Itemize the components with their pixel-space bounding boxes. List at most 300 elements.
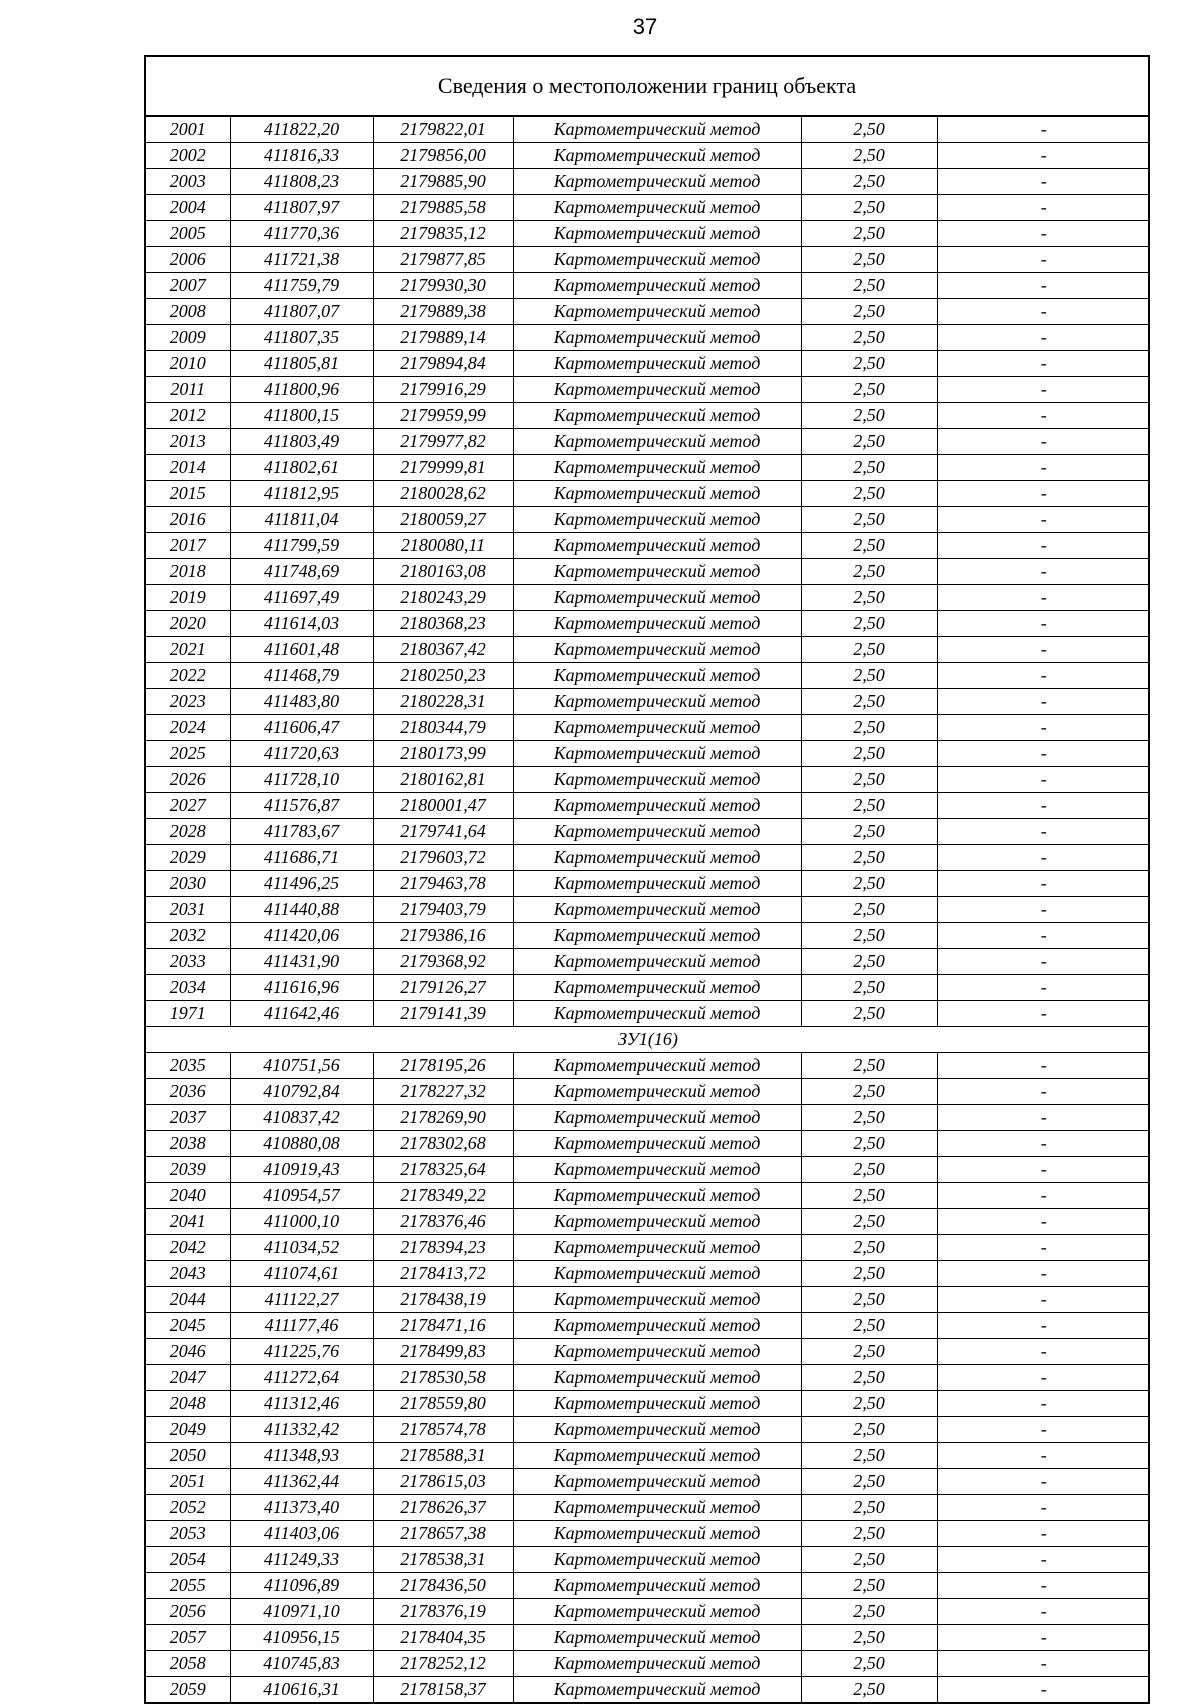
note-cell: - [937, 1521, 1150, 1547]
method-cell: Картометрический метод [513, 325, 801, 351]
point-number-cell: 2033 [146, 949, 230, 975]
accuracy-cell: 2,50 [801, 1365, 937, 1391]
y-coordinate-cell: 2179916,29 [373, 377, 513, 403]
accuracy-cell: 2,50 [801, 793, 937, 819]
point-number-cell: 2015 [146, 481, 230, 507]
table-row [146, 1495, 1150, 1521]
method-cell: Картометрический метод [513, 429, 801, 455]
y-coordinate-cell: 2180173,99 [373, 741, 513, 767]
note-cell: - [937, 767, 1150, 793]
y-coordinate-cell: 2178615,03 [373, 1469, 513, 1495]
y-coordinate-cell: 2178499,83 [373, 1339, 513, 1365]
y-coordinate-cell: 2179889,38 [373, 299, 513, 325]
x-coordinate-cell: 411000,10 [230, 1209, 373, 1235]
x-coordinate-cell: 411616,96 [230, 975, 373, 1001]
method-cell: Картометрический метод [513, 845, 801, 871]
y-coordinate-cell: 2180080,11 [373, 533, 513, 559]
note-cell: - [937, 663, 1150, 689]
accuracy-cell: 2,50 [801, 1417, 937, 1443]
note-cell: - [937, 1261, 1150, 1287]
note-cell: - [937, 143, 1150, 169]
note-cell: - [937, 169, 1150, 195]
note-cell: - [937, 1209, 1150, 1235]
point-number-cell: 2039 [146, 1157, 230, 1183]
point-number-cell: 2052 [146, 1495, 230, 1521]
y-coordinate-cell: 2179889,14 [373, 325, 513, 351]
section-label: ЗУ1(16) [146, 1027, 1150, 1053]
note-cell: - [937, 1079, 1150, 1105]
table-row [146, 1443, 1150, 1469]
y-coordinate-cell: 2178195,26 [373, 1053, 513, 1079]
table-row [146, 507, 1150, 533]
table-row [146, 1547, 1150, 1573]
point-number-cell: 2038 [146, 1131, 230, 1157]
method-cell: Картометрический метод [513, 533, 801, 559]
note-cell: - [937, 299, 1150, 325]
accuracy-cell: 2,50 [801, 117, 937, 143]
note-cell: - [937, 793, 1150, 819]
y-coordinate-cell: 2179741,64 [373, 819, 513, 845]
note-cell: - [937, 819, 1150, 845]
method-cell: Картометрический метод [513, 1183, 801, 1209]
point-number-cell: 2051 [146, 1469, 230, 1495]
point-number-cell: 2019 [146, 585, 230, 611]
y-coordinate-cell: 2179126,27 [373, 975, 513, 1001]
method-cell: Картометрический метод [513, 1261, 801, 1287]
table-row [146, 273, 1150, 299]
y-coordinate-cell: 2180028,62 [373, 481, 513, 507]
accuracy-cell: 2,50 [801, 845, 937, 871]
method-cell: Картометрический метод [513, 1469, 801, 1495]
x-coordinate-cell: 411807,35 [230, 325, 373, 351]
accuracy-cell: 2,50 [801, 1391, 937, 1417]
page-number: 37 [632, 14, 658, 39]
accuracy-cell: 2,50 [801, 1053, 937, 1079]
method-cell: Картометрический метод [513, 1313, 801, 1339]
point-number-cell: 2006 [146, 247, 230, 273]
note-cell: - [937, 1651, 1150, 1677]
table-row [146, 1287, 1150, 1313]
table-row [146, 1157, 1150, 1183]
accuracy-cell: 2,50 [801, 1573, 937, 1599]
x-coordinate-cell: 411348,93 [230, 1443, 373, 1469]
table-row [146, 1261, 1150, 1287]
note-cell: - [937, 1131, 1150, 1157]
note-cell: - [937, 1105, 1150, 1131]
x-coordinate-cell: 411177,46 [230, 1313, 373, 1339]
accuracy-cell: 2,50 [801, 1443, 937, 1469]
y-coordinate-cell: 2179822,01 [373, 117, 513, 143]
method-cell: Картометрический метод [513, 351, 801, 377]
point-number-cell: 2025 [146, 741, 230, 767]
boundary-coordinates-table [146, 117, 1150, 1702]
table-row [146, 1313, 1150, 1339]
point-number-cell: 2026 [146, 767, 230, 793]
accuracy-cell: 2,50 [801, 1313, 937, 1339]
note-cell: - [937, 403, 1150, 429]
method-cell: Картометрический метод [513, 481, 801, 507]
note-cell: - [937, 273, 1150, 299]
table-row [146, 143, 1150, 169]
x-coordinate-cell: 411808,23 [230, 169, 373, 195]
accuracy-cell: 2,50 [801, 1209, 937, 1235]
x-coordinate-cell: 411800,15 [230, 403, 373, 429]
method-cell: Картометрический метод [513, 1521, 801, 1547]
table-row [146, 689, 1150, 715]
note-cell: - [937, 1183, 1150, 1209]
point-number-cell: 2040 [146, 1183, 230, 1209]
y-coordinate-cell: 2178436,50 [373, 1573, 513, 1599]
point-number-cell: 2057 [146, 1625, 230, 1651]
accuracy-cell: 2,50 [801, 611, 937, 637]
x-coordinate-cell: 411096,89 [230, 1573, 373, 1599]
table-row [146, 611, 1150, 637]
x-coordinate-cell: 410880,08 [230, 1131, 373, 1157]
table-row [146, 767, 1150, 793]
method-cell: Картометрический метод [513, 169, 801, 195]
note-cell: - [937, 507, 1150, 533]
y-coordinate-cell: 2178252,12 [373, 1651, 513, 1677]
y-coordinate-cell: 2180243,29 [373, 585, 513, 611]
table-row [146, 1209, 1150, 1235]
y-coordinate-cell: 2178438,19 [373, 1287, 513, 1313]
note-cell: - [937, 1365, 1150, 1391]
note-cell: - [937, 611, 1150, 637]
x-coordinate-cell: 411822,20 [230, 117, 373, 143]
x-coordinate-cell: 411614,03 [230, 611, 373, 637]
x-coordinate-cell: 411272,64 [230, 1365, 373, 1391]
accuracy-cell: 2,50 [801, 897, 937, 923]
table-row [146, 117, 1150, 143]
note-cell: - [937, 117, 1150, 143]
method-cell: Картометрический метод [513, 741, 801, 767]
x-coordinate-cell: 411332,42 [230, 1417, 373, 1443]
point-number-cell: 2036 [146, 1079, 230, 1105]
point-number-cell: 2023 [146, 689, 230, 715]
table-row [146, 949, 1150, 975]
point-number-cell: 2014 [146, 455, 230, 481]
method-cell: Картометрический метод [513, 1547, 801, 1573]
accuracy-cell: 2,50 [801, 1079, 937, 1105]
x-coordinate-cell: 411496,25 [230, 871, 373, 897]
table-row [146, 1339, 1150, 1365]
y-coordinate-cell: 2180228,31 [373, 689, 513, 715]
note-cell: - [937, 481, 1150, 507]
accuracy-cell: 2,50 [801, 689, 937, 715]
y-coordinate-cell: 2180368,23 [373, 611, 513, 637]
y-coordinate-cell: 2179856,00 [373, 143, 513, 169]
x-coordinate-cell: 411759,79 [230, 273, 373, 299]
method-cell: Картометрический метод [513, 195, 801, 221]
y-coordinate-cell: 2178559,80 [373, 1391, 513, 1417]
accuracy-cell: 2,50 [801, 1521, 937, 1547]
y-coordinate-cell: 2179603,72 [373, 845, 513, 871]
y-coordinate-cell: 2179386,16 [373, 923, 513, 949]
note-cell: - [937, 1495, 1150, 1521]
accuracy-cell: 2,50 [801, 481, 937, 507]
point-number-cell: 2032 [146, 923, 230, 949]
accuracy-cell: 2,50 [801, 1105, 937, 1131]
table-row [146, 1001, 1150, 1027]
table-row [146, 1417, 1150, 1443]
method-cell: Картометрический метод [513, 1339, 801, 1365]
method-cell: Картометрический метод [513, 299, 801, 325]
x-coordinate-cell: 411431,90 [230, 949, 373, 975]
x-coordinate-cell: 411420,06 [230, 923, 373, 949]
accuracy-cell: 2,50 [801, 429, 937, 455]
method-cell: Картометрический метод [513, 221, 801, 247]
method-cell: Картометрический метод [513, 1365, 801, 1391]
table-row [146, 559, 1150, 585]
method-cell: Картометрический метод [513, 455, 801, 481]
table-row [146, 247, 1150, 273]
table-row [146, 481, 1150, 507]
point-number-cell: 2041 [146, 1209, 230, 1235]
table-row [146, 1391, 1150, 1417]
x-coordinate-cell: 411805,81 [230, 351, 373, 377]
accuracy-cell: 2,50 [801, 1495, 937, 1521]
y-coordinate-cell: 2180162,81 [373, 767, 513, 793]
method-cell: Картометрический метод [513, 923, 801, 949]
table-row [146, 1469, 1150, 1495]
accuracy-cell: 2,50 [801, 1625, 937, 1651]
table-row [146, 819, 1150, 845]
method-cell: Картометрический метод [513, 377, 801, 403]
method-cell: Картометрический метод [513, 1209, 801, 1235]
point-number-cell: 2031 [146, 897, 230, 923]
point-number-cell: 2059 [146, 1677, 230, 1703]
note-cell: - [937, 1001, 1150, 1027]
point-number-cell: 2008 [146, 299, 230, 325]
x-coordinate-cell: 411440,88 [230, 897, 373, 923]
x-coordinate-cell: 411642,46 [230, 1001, 373, 1027]
y-coordinate-cell: 2178404,35 [373, 1625, 513, 1651]
y-coordinate-cell: 2179368,92 [373, 949, 513, 975]
accuracy-cell: 2,50 [801, 247, 937, 273]
accuracy-cell: 2,50 [801, 273, 937, 299]
table-row [146, 403, 1150, 429]
accuracy-cell: 2,50 [801, 585, 937, 611]
x-coordinate-cell: 411807,97 [230, 195, 373, 221]
accuracy-cell: 2,50 [801, 377, 937, 403]
point-number-cell: 2002 [146, 143, 230, 169]
note-cell: - [937, 1443, 1150, 1469]
accuracy-cell: 2,50 [801, 871, 937, 897]
table-row [146, 793, 1150, 819]
y-coordinate-cell: 2178158,37 [373, 1677, 513, 1703]
x-coordinate-cell: 411122,27 [230, 1287, 373, 1313]
accuracy-cell: 2,50 [801, 1183, 937, 1209]
method-cell: Картометрический метод [513, 403, 801, 429]
point-number-cell: 2017 [146, 533, 230, 559]
method-cell: Картометрический метод [513, 897, 801, 923]
table-row [146, 1651, 1150, 1677]
method-cell: Картометрический метод [513, 1625, 801, 1651]
table-row [146, 1599, 1150, 1625]
note-cell: - [937, 429, 1150, 455]
accuracy-cell: 2,50 [801, 351, 937, 377]
table-row [146, 1053, 1150, 1079]
method-cell: Картометрический метод [513, 1677, 801, 1703]
note-cell: - [937, 923, 1150, 949]
note-cell: - [937, 949, 1150, 975]
x-coordinate-cell: 411728,10 [230, 767, 373, 793]
table-row [146, 1521, 1150, 1547]
method-cell: Картометрический метод [513, 1391, 801, 1417]
note-cell: - [937, 871, 1150, 897]
note-cell: - [937, 585, 1150, 611]
accuracy-cell: 2,50 [801, 507, 937, 533]
y-coordinate-cell: 2179894,84 [373, 351, 513, 377]
accuracy-cell: 2,50 [801, 195, 937, 221]
point-number-cell: 2018 [146, 559, 230, 585]
note-cell: - [937, 195, 1150, 221]
y-coordinate-cell: 2178269,90 [373, 1105, 513, 1131]
method-cell: Картометрический метод [513, 871, 801, 897]
x-coordinate-cell: 411799,59 [230, 533, 373, 559]
point-number-cell: 2013 [146, 429, 230, 455]
x-coordinate-cell: 411807,07 [230, 299, 373, 325]
x-coordinate-cell: 411373,40 [230, 1495, 373, 1521]
method-cell: Картометрический метод [513, 819, 801, 845]
point-number-cell: 2012 [146, 403, 230, 429]
accuracy-cell: 2,50 [801, 559, 937, 585]
method-cell: Картометрический метод [513, 117, 801, 143]
y-coordinate-cell: 2180367,42 [373, 637, 513, 663]
x-coordinate-cell: 410956,15 [230, 1625, 373, 1651]
method-cell: Картометрический метод [513, 1079, 801, 1105]
point-number-cell: 2024 [146, 715, 230, 741]
y-coordinate-cell: 2178588,31 [373, 1443, 513, 1469]
x-coordinate-cell: 411483,80 [230, 689, 373, 715]
x-coordinate-cell: 411721,38 [230, 247, 373, 273]
y-coordinate-cell: 2179959,99 [373, 403, 513, 429]
x-coordinate-cell: 411697,49 [230, 585, 373, 611]
method-cell: Картометрический метод [513, 1235, 801, 1261]
accuracy-cell: 2,50 [801, 1157, 937, 1183]
point-number-cell: 2003 [146, 169, 230, 195]
x-coordinate-cell: 411606,47 [230, 715, 373, 741]
section-row [146, 1027, 1150, 1053]
table-title: Сведения о местоположении границ объекта [146, 57, 1148, 117]
accuracy-cell: 2,50 [801, 663, 937, 689]
note-cell: - [937, 533, 1150, 559]
accuracy-cell: 2,50 [801, 325, 937, 351]
y-coordinate-cell: 2178376,19 [373, 1599, 513, 1625]
y-coordinate-cell: 2178530,58 [373, 1365, 513, 1391]
note-cell: - [937, 637, 1150, 663]
note-cell: - [937, 1417, 1150, 1443]
method-cell: Картометрический метод [513, 793, 801, 819]
table-row [146, 741, 1150, 767]
point-number-cell: 2011 [146, 377, 230, 403]
point-number-cell: 2016 [146, 507, 230, 533]
note-cell: - [937, 1625, 1150, 1651]
point-number-cell: 2048 [146, 1391, 230, 1417]
accuracy-cell: 2,50 [801, 741, 937, 767]
x-coordinate-cell: 411811,04 [230, 507, 373, 533]
x-coordinate-cell: 410745,83 [230, 1651, 373, 1677]
y-coordinate-cell: 2179999,81 [373, 455, 513, 481]
table-row [146, 845, 1150, 871]
point-number-cell: 2053 [146, 1521, 230, 1547]
table-row [146, 169, 1150, 195]
x-coordinate-cell: 411074,61 [230, 1261, 373, 1287]
accuracy-cell: 2,50 [801, 299, 937, 325]
x-coordinate-cell: 410751,56 [230, 1053, 373, 1079]
method-cell: Картометрический метод [513, 611, 801, 637]
y-coordinate-cell: 2180059,27 [373, 507, 513, 533]
point-number-cell: 2020 [146, 611, 230, 637]
note-cell: - [937, 247, 1150, 273]
point-number-cell: 2027 [146, 793, 230, 819]
x-coordinate-cell: 411225,76 [230, 1339, 373, 1365]
table-row [146, 923, 1150, 949]
y-coordinate-cell: 2179877,85 [373, 247, 513, 273]
accuracy-cell: 2,50 [801, 923, 937, 949]
accuracy-cell: 2,50 [801, 1651, 937, 1677]
x-coordinate-cell: 411686,71 [230, 845, 373, 871]
x-coordinate-cell: 410919,43 [230, 1157, 373, 1183]
x-coordinate-cell: 411403,06 [230, 1521, 373, 1547]
x-coordinate-cell: 411803,49 [230, 429, 373, 455]
method-cell: Картометрический метод [513, 1131, 801, 1157]
note-cell: - [937, 351, 1150, 377]
y-coordinate-cell: 2178394,23 [373, 1235, 513, 1261]
y-coordinate-cell: 2180163,08 [373, 559, 513, 585]
accuracy-cell: 2,50 [801, 1547, 937, 1573]
accuracy-cell: 2,50 [801, 1001, 937, 1027]
boundary-table-frame [144, 55, 1150, 1704]
point-number-cell: 2009 [146, 325, 230, 351]
table-row [146, 1131, 1150, 1157]
point-number-cell: 2010 [146, 351, 230, 377]
point-number-cell: 2046 [146, 1339, 230, 1365]
point-number-cell: 2050 [146, 1443, 230, 1469]
accuracy-cell: 2,50 [801, 1131, 937, 1157]
note-cell: - [937, 1599, 1150, 1625]
x-coordinate-cell: 411748,69 [230, 559, 373, 585]
accuracy-cell: 2,50 [801, 403, 937, 429]
y-coordinate-cell: 2178349,22 [373, 1183, 513, 1209]
y-coordinate-cell: 2179930,30 [373, 273, 513, 299]
point-number-cell: 2045 [146, 1313, 230, 1339]
x-coordinate-cell: 411362,44 [230, 1469, 373, 1495]
y-coordinate-cell: 2178574,78 [373, 1417, 513, 1443]
accuracy-cell: 2,50 [801, 819, 937, 845]
note-cell: - [937, 377, 1150, 403]
point-number-cell: 2022 [146, 663, 230, 689]
note-cell: - [937, 221, 1150, 247]
table-row [146, 325, 1150, 351]
y-coordinate-cell: 2179141,39 [373, 1001, 513, 1027]
point-number-cell: 2054 [146, 1547, 230, 1573]
y-coordinate-cell: 2178657,38 [373, 1521, 513, 1547]
y-coordinate-cell: 2179463,78 [373, 871, 513, 897]
table-row [146, 1079, 1150, 1105]
method-cell: Картометрический метод [513, 1001, 801, 1027]
table-row [146, 1365, 1150, 1391]
note-cell: - [937, 325, 1150, 351]
table-body [146, 117, 1150, 1702]
note-cell: - [937, 1339, 1150, 1365]
y-coordinate-cell: 2179885,90 [373, 169, 513, 195]
method-cell: Картометрический метод [513, 949, 801, 975]
y-coordinate-cell: 2178325,64 [373, 1157, 513, 1183]
point-number-cell: 2043 [146, 1261, 230, 1287]
method-cell: Картометрический метод [513, 1287, 801, 1313]
table-row [146, 195, 1150, 221]
